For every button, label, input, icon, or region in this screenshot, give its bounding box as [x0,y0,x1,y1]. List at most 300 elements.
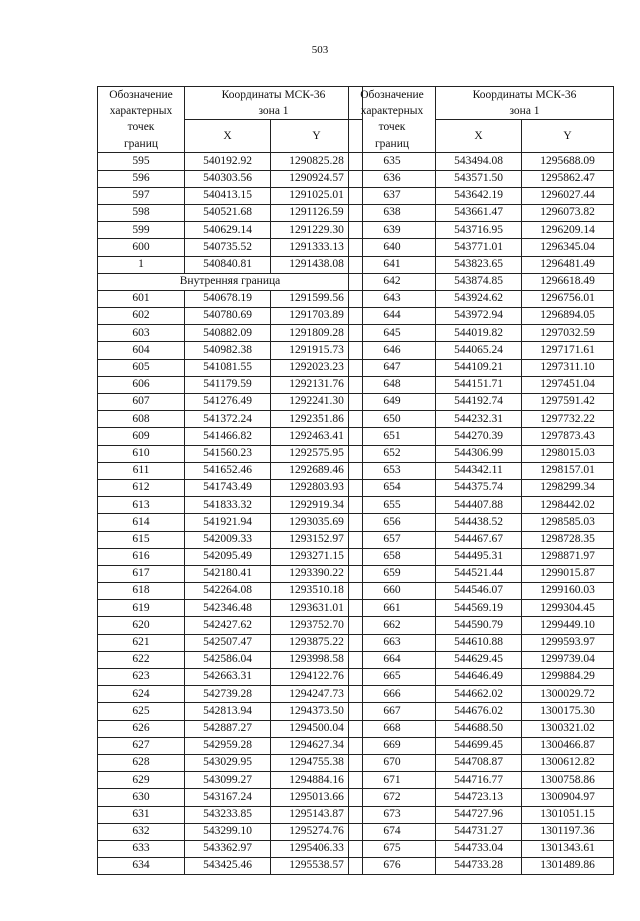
table-row [349,583,614,600]
coord-y: 1290924.57 [271,170,363,187]
coord-x: 540303.56 [185,170,271,187]
coord-y: 1293510.18 [271,583,363,600]
table-row [98,497,363,514]
header-point-label-line: характерных [360,105,424,118]
point-id: 643 [349,290,436,307]
coord-x: 541466.82 [185,428,271,445]
point-id: 1 [98,256,185,273]
point-id: 631 [98,806,185,823]
point-id: 622 [98,651,185,668]
point-id: 666 [349,686,436,703]
coord-y: 1291703.89 [271,308,363,325]
coord-x: 544629.45 [436,651,522,668]
point-id: 671 [349,772,436,789]
coord-x: 544727.96 [436,806,522,823]
table-row [349,325,614,342]
coord-y: 1293152.97 [271,531,363,548]
coord-x: 543571.50 [436,170,522,187]
header-y: Y [522,120,614,153]
table-row [98,565,363,582]
coord-y: 1301489.86 [522,858,614,875]
point-id: 599 [98,222,185,239]
coord-x: 542180.41 [185,565,271,582]
coord-y: 1292803.93 [271,479,363,496]
point-id: 669 [349,737,436,754]
coord-y: 1296894.05 [522,308,614,325]
point-id: 617 [98,565,185,582]
point-id: 670 [349,754,436,771]
point-id: 641 [349,256,436,273]
coord-x: 543029.95 [185,754,271,771]
coord-y: 1301343.61 [522,840,614,857]
table-row [98,325,363,342]
coord-y: 1292351.86 [271,411,363,428]
point-id: 596 [98,170,185,187]
coord-x: 544733.28 [436,858,522,875]
coord-x: 544699.45 [436,737,522,754]
point-id: 640 [349,239,436,256]
coord-x: 543425.46 [185,858,271,875]
table-row [349,342,614,359]
coord-y: 1297873.43 [522,428,614,445]
table-row [349,737,614,754]
table-row [98,428,363,445]
point-id: 633 [98,840,185,857]
coord-x: 542739.28 [185,686,271,703]
point-id: 612 [98,479,185,496]
coord-x: 541743.49 [185,479,271,496]
coord-x: 541081.55 [185,359,271,376]
point-id: 649 [349,394,436,411]
point-id: 620 [98,617,185,634]
coord-x: 541179.59 [185,376,271,393]
coord-y: 1292919.34 [271,497,363,514]
point-id: 672 [349,789,436,806]
table-row [98,394,363,411]
table-row [98,583,363,600]
point-id: 618 [98,583,185,600]
table-row [349,256,614,273]
coord-x: 541921.94 [185,514,271,531]
point-id: 604 [98,342,185,359]
coord-x: 544438.52 [436,514,522,531]
coord-x: 544342.11 [436,462,522,479]
point-id: 653 [349,462,436,479]
coord-x: 540735.52 [185,239,271,256]
point-id: 630 [98,789,185,806]
coord-x: 542663.31 [185,669,271,686]
table-row [349,394,614,411]
table-row [349,789,614,806]
point-id: 619 [98,600,185,617]
table-row [349,273,614,290]
coord-x: 542813.94 [185,703,271,720]
point-id: 611 [98,462,185,479]
coord-x: 543924.62 [436,290,522,307]
table-row [98,531,363,548]
table-row [98,669,363,686]
coord-y: 1294122.76 [271,669,363,686]
table-row [98,411,363,428]
point-id: 660 [349,583,436,600]
point-id: 667 [349,703,436,720]
coord-y: 1291915.73 [271,342,363,359]
table-row [349,548,614,565]
coord-y: 1294373.50 [271,703,363,720]
coord-y: 1291599.56 [271,290,363,307]
table-row [349,479,614,496]
coord-y: 1298015.03 [522,445,614,462]
coord-x: 540629.14 [185,222,271,239]
header-row [349,87,614,120]
point-id: 608 [98,411,185,428]
coord-x: 544723.13 [436,789,522,806]
point-id: 597 [98,187,185,204]
table-row [98,548,363,565]
table-row [98,445,363,462]
coord-y: 1292689.46 [271,462,363,479]
point-id: 628 [98,754,185,771]
coord-x: 540521.68 [185,204,271,221]
table-row [98,479,363,496]
coord-x: 540192.92 [185,153,271,170]
coordinates-table-left [97,86,363,875]
point-id: 598 [98,204,185,221]
point-id: 656 [349,514,436,531]
coord-y: 1291809.28 [271,325,363,342]
point-id: 655 [349,497,436,514]
coord-y: 1297311.10 [522,359,614,376]
section-row [98,273,363,290]
point-id: 647 [349,359,436,376]
point-id: 637 [349,187,436,204]
coord-x: 544232.31 [436,411,522,428]
header-x: X [436,120,522,153]
table-row [349,840,614,857]
header-point-label-line: Обозначение [360,89,424,101]
table-row [98,359,363,376]
coord-y: 1298442.02 [522,497,614,514]
header-point-label [349,87,436,153]
coord-y: 1297732.22 [522,411,614,428]
coord-x: 544646.49 [436,669,522,686]
coord-x: 544521.44 [436,565,522,582]
table-row [349,308,614,325]
coord-y: 1294884.16 [271,772,363,789]
table-row [349,290,614,307]
table-row [349,239,614,256]
table-row [98,720,363,737]
table-row [98,858,363,875]
coord-y: 1292463.41 [271,428,363,445]
coord-x: 544662.02 [436,686,522,703]
coordinates-table-right [348,86,614,875]
table-row [98,651,363,668]
header-point-label-line: точек [378,121,406,134]
coord-x: 540882.09 [185,325,271,342]
table-row [98,789,363,806]
coord-x: 544733.04 [436,840,522,857]
coord-y: 1298299.34 [522,479,614,496]
point-id: 603 [98,325,185,342]
coord-y: 1294500.04 [271,720,363,737]
table-row [349,858,614,875]
point-id: 665 [349,669,436,686]
coord-y: 1296756.01 [522,290,614,307]
coord-x: 542095.49 [185,548,271,565]
coord-y: 1300904.97 [522,789,614,806]
point-id: 602 [98,308,185,325]
point-id: 595 [98,153,185,170]
coord-x: 543972.94 [436,308,522,325]
coord-x: 542887.27 [185,720,271,737]
coord-x: 544109.21 [436,359,522,376]
table-row [349,600,614,617]
coord-y: 1295406.33 [271,840,363,857]
coord-y: 1290825.28 [271,153,363,170]
coord-x: 544590.79 [436,617,522,634]
point-id: 624 [98,686,185,703]
coord-y: 1299739.04 [522,651,614,668]
table-row [349,428,614,445]
point-id: 623 [98,669,185,686]
header-y: Y [271,120,363,153]
page-number: 503 [311,44,329,56]
coord-y: 1291229.30 [271,222,363,239]
table-row [98,204,363,221]
coord-x: 544192.74 [436,394,522,411]
header-point-label-line: границ [374,137,410,150]
table-row [349,411,614,428]
header-coordinate-system [436,87,614,120]
point-id: 626 [98,720,185,737]
point-id: 651 [349,428,436,445]
point-id: 646 [349,342,436,359]
coord-x: 544688.50 [436,720,522,737]
header-point-label-line: точек [127,121,155,134]
coord-y: 1295274.76 [271,823,363,840]
point-id: 645 [349,325,436,342]
point-id: 616 [98,548,185,565]
coord-y: 1292131.76 [271,376,363,393]
point-id: 659 [349,565,436,582]
coord-x: 543494.08 [436,153,522,170]
header-point-label-line: границ [123,137,159,150]
coord-y: 1301197.36 [522,823,614,840]
point-id: 615 [98,531,185,548]
coord-x: 544151.71 [436,376,522,393]
table-row [98,462,363,479]
table-row [98,342,363,359]
coord-x: 544375.74 [436,479,522,496]
coord-x: 543716.95 [436,222,522,239]
table-row [98,772,363,789]
point-id: 676 [349,858,436,875]
coord-y: 1299449.10 [522,617,614,634]
point-id: 635 [349,153,436,170]
coord-x: 544306.99 [436,445,522,462]
coord-x: 541560.23 [185,445,271,462]
coord-x: 540982.38 [185,342,271,359]
coord-y: 1291025.01 [271,187,363,204]
table-row [349,514,614,531]
point-id: 625 [98,703,185,720]
table-row [349,634,614,651]
table-row [98,754,363,771]
coord-x: 542959.28 [185,737,271,754]
coord-x: 540413.15 [185,187,271,204]
table-row [349,617,614,634]
point-id: 613 [98,497,185,514]
coord-y: 1291438.08 [271,256,363,273]
table-row [98,256,363,273]
coord-y: 1300029.72 [522,686,614,703]
table-row [349,462,614,479]
coord-y: 1300758.86 [522,772,614,789]
coord-x: 543167.24 [185,789,271,806]
point-id: 632 [98,823,185,840]
coord-y: 1296073.82 [522,204,614,221]
coord-y: 1300612.82 [522,754,614,771]
coord-y: 1292023.23 [271,359,363,376]
point-id: 642 [349,273,436,290]
coord-y: 1292575.95 [271,445,363,462]
coord-x: 544065.24 [436,342,522,359]
coord-x: 543661.47 [436,204,522,221]
coord-y: 1297032.59 [522,325,614,342]
header-coordinate-system-line: зона 1 [258,105,289,118]
coord-x: 543642.19 [436,187,522,204]
point-id: 600 [98,239,185,256]
point-id: 610 [98,445,185,462]
header-coordinate-system-line: Координаты МСК-36 [472,89,577,101]
point-id: 663 [349,634,436,651]
coord-y: 1301051.15 [522,806,614,823]
coord-y: 1291126.59 [271,204,363,221]
point-id: 607 [98,394,185,411]
point-id: 658 [349,548,436,565]
point-id: 605 [98,359,185,376]
coord-x: 544407.88 [436,497,522,514]
coord-x: 544019.82 [436,325,522,342]
coord-y: 1299884.29 [522,669,614,686]
coord-x: 542507.47 [185,634,271,651]
coord-x: 544546.07 [436,583,522,600]
point-id: 664 [349,651,436,668]
point-id: 638 [349,204,436,221]
table-row [98,600,363,617]
table-row [349,204,614,221]
point-id: 644 [349,308,436,325]
coord-y: 1295862.47 [522,170,614,187]
coord-y: 1298585.03 [522,514,614,531]
coord-x: 544716.77 [436,772,522,789]
coord-y: 1293875.22 [271,634,363,651]
coord-y: 1292241.30 [271,394,363,411]
header-coordinate-system-line: Координаты МСК-36 [221,89,326,101]
coord-x: 540780.69 [185,308,271,325]
coord-y: 1300175.30 [522,703,614,720]
coord-y: 1296618.49 [522,273,614,290]
coord-y: 1295013.66 [271,789,363,806]
coord-y: 1293631.01 [271,600,363,617]
coord-x: 541276.49 [185,394,271,411]
point-id: 629 [98,772,185,789]
coord-y: 1298871.97 [522,548,614,565]
coord-x: 543099.27 [185,772,271,789]
coord-y: 1293752.70 [271,617,363,634]
table-row [98,153,363,170]
table-row [98,376,363,393]
table-row [349,359,614,376]
point-id: 601 [98,290,185,307]
table-row [98,737,363,754]
table-row [349,170,614,187]
coord-x: 543823.65 [436,256,522,273]
point-id: 673 [349,806,436,823]
coord-y: 1294247.73 [271,686,363,703]
point-id: 652 [349,445,436,462]
table-row [98,686,363,703]
table-row [349,222,614,239]
table-row [98,239,363,256]
point-id: 606 [98,376,185,393]
point-id: 657 [349,531,436,548]
coord-y: 1293035.69 [271,514,363,531]
coord-y: 1291333.13 [271,239,363,256]
table-row [98,290,363,307]
table-row [349,669,614,686]
coord-x: 543233.85 [185,806,271,823]
table-row [349,720,614,737]
table-row [98,634,363,651]
coord-y: 1296027.44 [522,187,614,204]
coord-y: 1295143.87 [271,806,363,823]
coord-y: 1299304.45 [522,600,614,617]
point-id: 636 [349,170,436,187]
header-row [98,87,363,120]
coord-x: 541372.24 [185,411,271,428]
header-point-label-line: характерных [109,105,173,118]
coord-x: 543771.01 [436,239,522,256]
point-id: 621 [98,634,185,651]
point-id: 627 [98,737,185,754]
coord-x: 542427.62 [185,617,271,634]
table-row [349,376,614,393]
coord-y: 1299015.87 [522,565,614,582]
coord-x: 543874.85 [436,273,522,290]
table-row [98,170,363,187]
coord-x: 544270.39 [436,428,522,445]
header-point-label [98,87,185,153]
coord-x: 543362.97 [185,840,271,857]
coord-y: 1296481.49 [522,256,614,273]
point-id: 674 [349,823,436,840]
coord-x: 543299.10 [185,823,271,840]
coord-x: 540678.19 [185,290,271,307]
coord-x: 542264.08 [185,583,271,600]
table-row [98,187,363,204]
coord-x: 544731.27 [436,823,522,840]
point-id: 648 [349,376,436,393]
table-row [349,497,614,514]
table-row [98,222,363,239]
coord-x: 542009.33 [185,531,271,548]
table-row [349,772,614,789]
coord-y: 1293390.22 [271,565,363,582]
point-id: 675 [349,840,436,857]
table-row [349,686,614,703]
